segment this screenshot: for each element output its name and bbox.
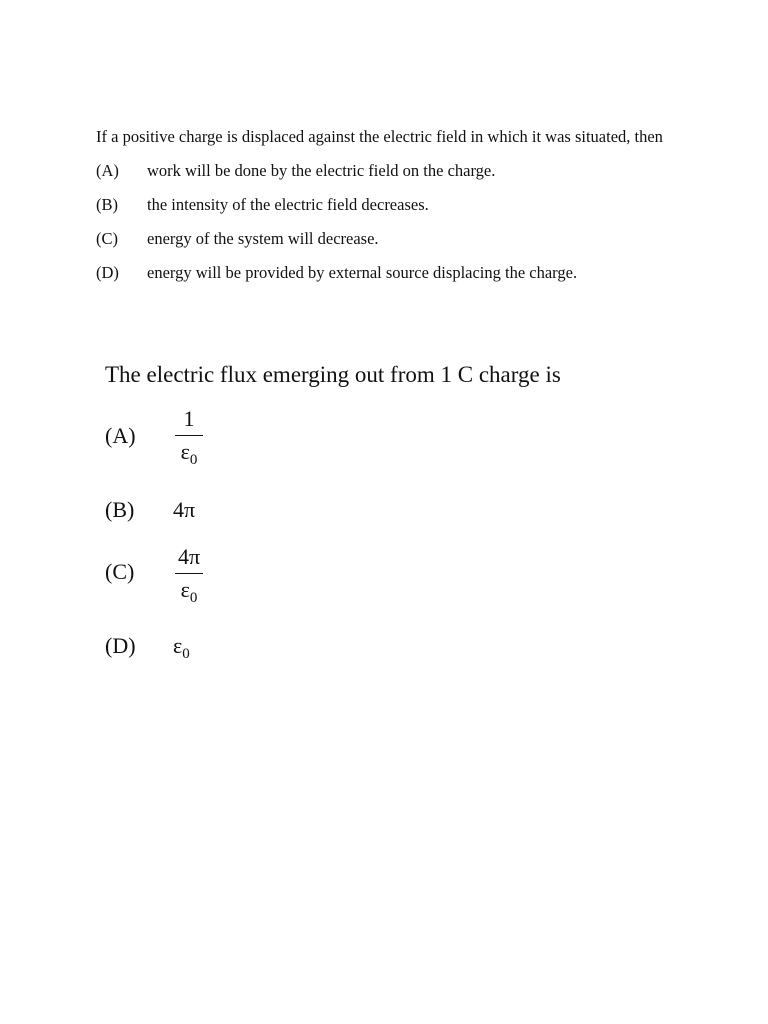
question-1-option-d <box>96 262 696 296</box>
fraction-denominator: $\varepsilon_0$ <box>180 577 198 606</box>
fraction-denominator: $\varepsilon_0$ <box>180 439 198 468</box>
option-text: work will be done by the electric field on the charge. <box>147 161 496 180</box>
option-label: (D) <box>96 263 119 282</box>
question-1 <box>96 126 696 296</box>
question-1-option-a <box>96 160 696 194</box>
option-label: (D) <box>105 633 136 658</box>
option-label: (A) <box>105 423 136 448</box>
fraction-numerator: 1 <box>183 406 195 431</box>
option-text: the intensity of the electric field decreases. <box>147 195 429 214</box>
option-label: (B) <box>96 195 118 214</box>
fraction-bar <box>175 435 203 436</box>
fraction-numerator: 4π <box>177 544 201 569</box>
option-value: 4π <box>173 497 196 522</box>
question-1-option-b <box>96 194 696 228</box>
option-label: (A) <box>96 161 119 180</box>
question-1-options <box>96 160 696 296</box>
question-1-option-c <box>96 228 696 262</box>
fraction-bar <box>175 573 203 574</box>
option-text: energy of the system will decrease. <box>147 229 379 248</box>
question-2 <box>105 360 705 662</box>
fraction <box>175 406 203 472</box>
option-label: (C) <box>105 559 135 584</box>
question-2-stem: The electric flux emerging out from 1 C charge is <box>105 362 561 387</box>
option-label: (B) <box>105 497 135 522</box>
option-text: energy will be provided by external source displacing the charge. <box>147 263 578 282</box>
option-label: (C) <box>96 229 118 248</box>
question-1-stem: If a positive charge is displaced against the electric field in which it was situated, then <box>96 127 663 146</box>
option-value: $\varepsilon_0$ <box>173 633 190 662</box>
fraction <box>175 544 203 610</box>
